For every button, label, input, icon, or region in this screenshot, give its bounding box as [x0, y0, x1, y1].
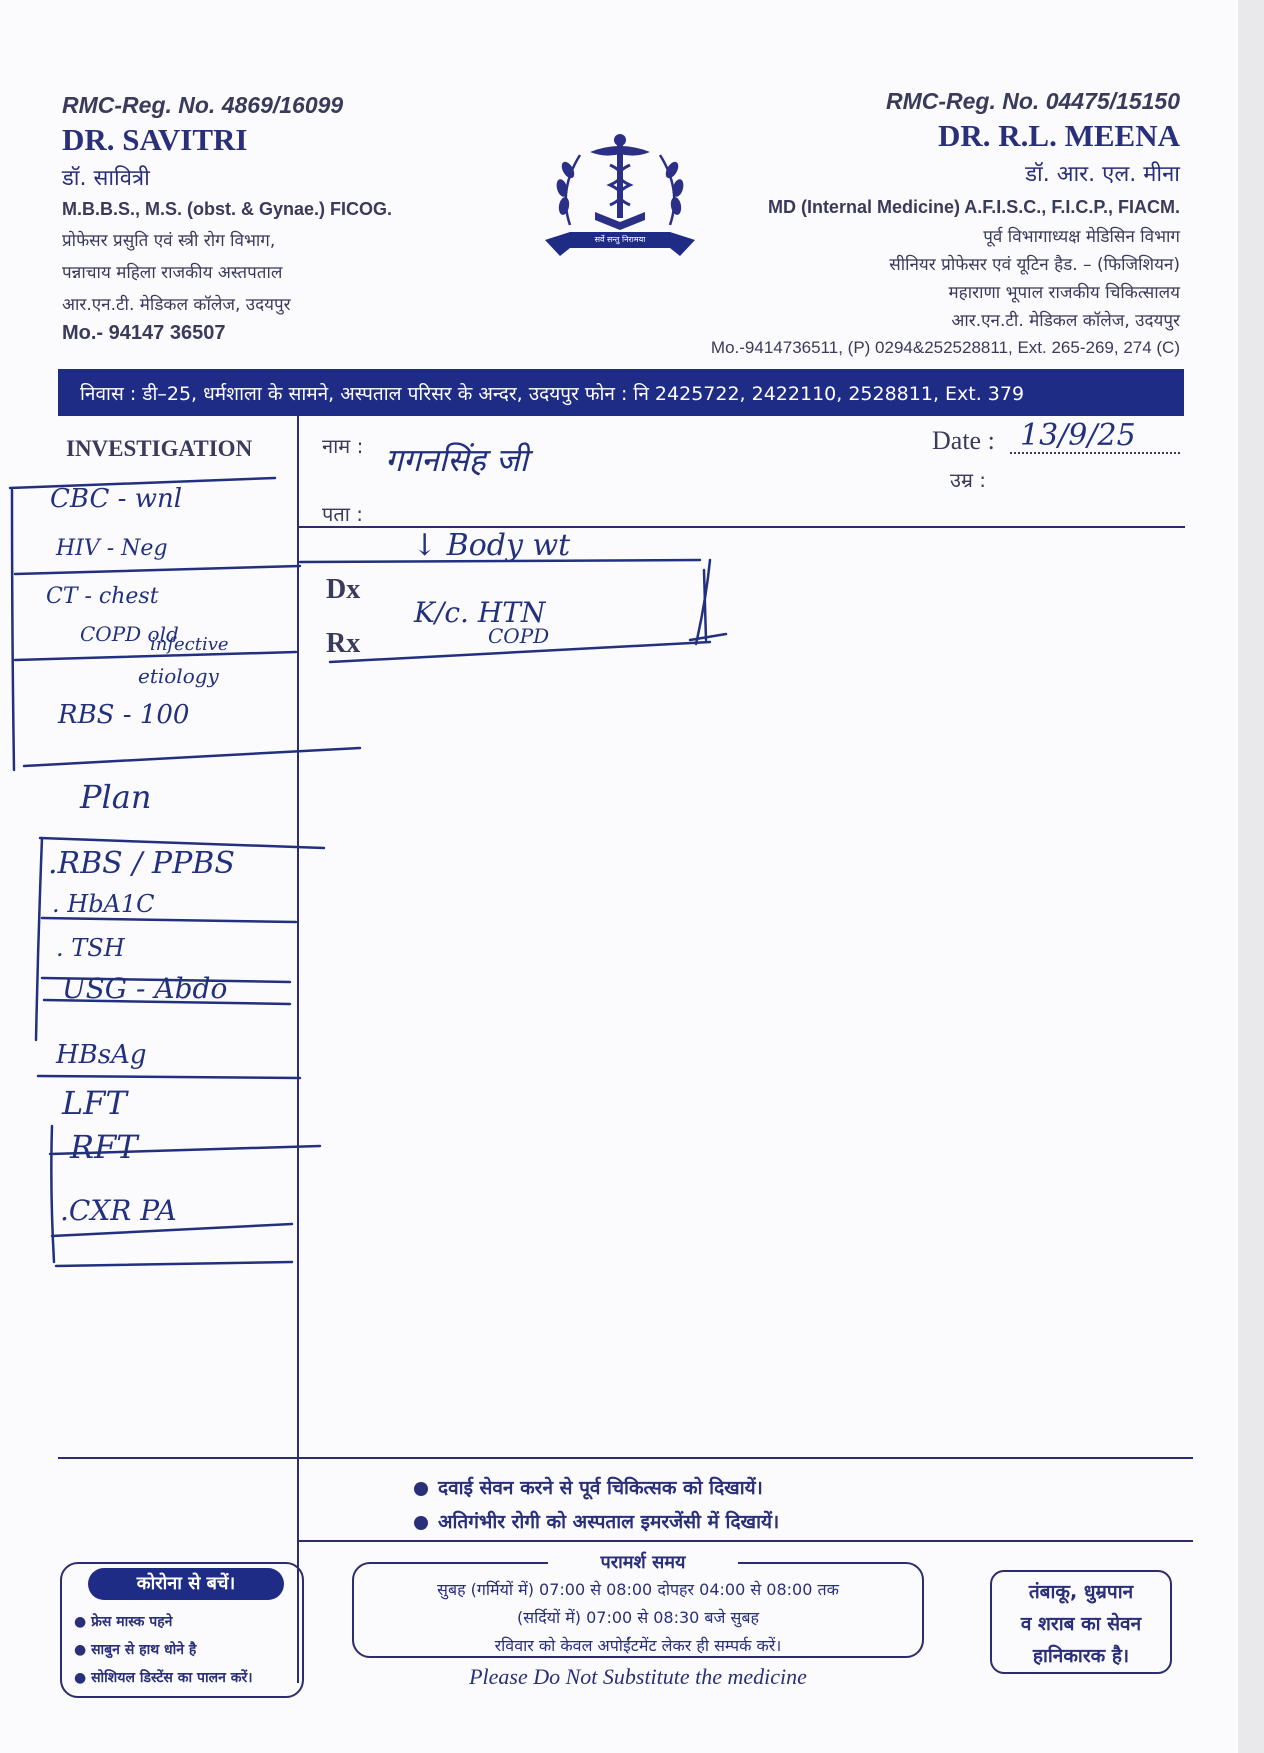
inv-item-7: RBS - 100	[58, 700, 190, 730]
left-doctor-qualification: M.B.B.S., M.S. (obst. & Gynae.) FICOG.	[62, 199, 393, 219]
right-doctor-line4: आर.एन.टी. मेडिकल कॉलेज, उदयपुर	[951, 311, 1180, 331]
left-doctor-line2: पन्नाचाय महिला राजकीय अस्तपताल	[62, 263, 283, 283]
left-doctor-line3: आर.एन.टी. मेडिकल कॉलेज, उदयपुर	[62, 295, 291, 315]
address-bar: निवास : डी–25, धर्मशाला के सामने, अस्पताल परिसर के अन्दर, उदयपुर फोन : नि 2425722, 2422110, 2528811, Ext. 379	[58, 369, 1184, 416]
tobacco-line-1: तंबाकू, धुम्रपान	[1028, 1581, 1134, 1603]
corona-item-3: ● सोशियल डिस्टेंस का पालन करें।	[74, 1670, 253, 1686]
timing-lines	[356, 1578, 920, 1656]
right-doctor-name-hindi: डॉ. आर. एल. मीना	[1025, 162, 1180, 187]
date-label: Date :	[932, 426, 995, 455]
corona-title: कोरोना से बचें।	[88, 1568, 284, 1600]
timing-line-3: रविवार को केवल अपोईंटमेंट लेकर ही सम्पर्क करें।	[494, 1636, 782, 1655]
plan-item-2: . HbA1C	[52, 890, 155, 918]
timing-title: परामर्श समय	[548, 1550, 738, 1574]
bullet-icon	[414, 1482, 428, 1496]
diagnosis-line1: K/c. HTN	[414, 596, 546, 629]
inv-item-2: HIV - Neg	[56, 536, 168, 561]
plan-item-7: RFT	[70, 1128, 138, 1166]
notice-1: दवाई सेवन करने से पूर्व चिकित्सक को दिखायें।	[414, 1474, 763, 1500]
complaint-handwritten: ↓ Body wt	[412, 528, 571, 563]
plan-item-8: .CXR PA	[60, 1194, 177, 1227]
tobacco-lines	[990, 1578, 1172, 1668]
plan-item-3: . TSH	[56, 934, 125, 962]
right-doctor-contact: Mo.-9414736511, (P) 0294&252528811, Ext. 265-269, 274 (C)	[710, 338, 1180, 357]
corona-item-2: ● साबुन से हाथ धोने है	[74, 1642, 197, 1658]
left-doctor-name: DR. SAVITRI	[62, 122, 248, 157]
left-doctor-mobile: Mo.- 94147 36507	[62, 322, 226, 344]
diagnosis-line2: COPD	[488, 624, 550, 648]
right-doctor-reg: RMC-Reg. No. 04475/15150	[885, 88, 1180, 114]
inv-item-5: infective	[150, 634, 229, 655]
name-label: नाम :	[322, 434, 364, 458]
date-handwritten: 13/9/25	[1020, 418, 1136, 453]
bullet-icon	[414, 1516, 428, 1530]
tobacco-line-3: हानिकारक है।	[1032, 1645, 1130, 1667]
rx-symbol: Rx	[326, 628, 361, 659]
plan-item-1: .RBS / PPBS	[48, 846, 235, 881]
age-label: उम्र :	[950, 468, 987, 492]
inv-item-1: CBC - wnl	[50, 484, 183, 514]
plan-heading: Plan	[80, 778, 152, 816]
timing-line-2: (सर्दियों में) 07:00 से 08:30 बजे सुबह	[517, 1608, 759, 1627]
address-label: पता :	[322, 502, 364, 526]
timing-line-1: सुबह (गर्मियों में) 07:00 से 08:00 दोपहर 04:00 से 08:00 तक	[437, 1580, 839, 1599]
right-doctor-line2: सीनियर प्रोफेसर एवं यूटिन हैड. – (फिजिशियन)	[889, 255, 1180, 275]
left-doctor-reg: RMC-Reg. No. 4869/16099	[62, 92, 344, 118]
right-doctor-qualification: MD (Internal Medicine) A.F.I.S.C., F.I.C.P., FIACM.	[767, 197, 1180, 217]
investigation-label: INVESTIGATION	[66, 436, 253, 461]
plan-item-6: LFT	[62, 1084, 127, 1122]
footer-text: Please Do Not Substitute the medicine	[469, 1664, 807, 1689]
inv-item-3: CT - chest	[46, 584, 159, 609]
left-doctor-name-hindi: डॉ. सावित्री	[62, 166, 150, 191]
emblem-ribbon-text: सर्वे सन्तु निरामया	[594, 235, 646, 244]
inv-item-4: COPD old	[80, 622, 179, 646]
right-doctor-name: DR. R.L. MEENA	[938, 118, 1180, 153]
tobacco-line-2: व शराब का सेवन	[1020, 1613, 1142, 1635]
inv-item-6: etiology	[138, 664, 219, 688]
patient-name-handwritten: गगनसिंह जी	[385, 441, 528, 479]
left-doctor-line1: प्रोफेसर प्रसुति एवं स्त्री रोग विभाग,	[62, 231, 276, 251]
right-doctor-line3: महाराणा भूपाल राजकीय चिकित्सालय	[948, 283, 1180, 303]
right-doctor-line1: पूर्व विभागाध्यक्ष मेडिसिन विभाग	[983, 227, 1180, 247]
corona-item-1: ● फ्रेस मास्क पहने	[74, 1614, 173, 1630]
plan-item-5: HBsAg	[56, 1040, 147, 1070]
plan-item-4: USG - Abdo	[62, 972, 228, 1005]
dx-symbol: Dx	[326, 574, 361, 605]
notice-2: अतिगंभीर रोगी को अस्पताल इमरजेंसी में दिखायें।	[414, 1508, 779, 1534]
